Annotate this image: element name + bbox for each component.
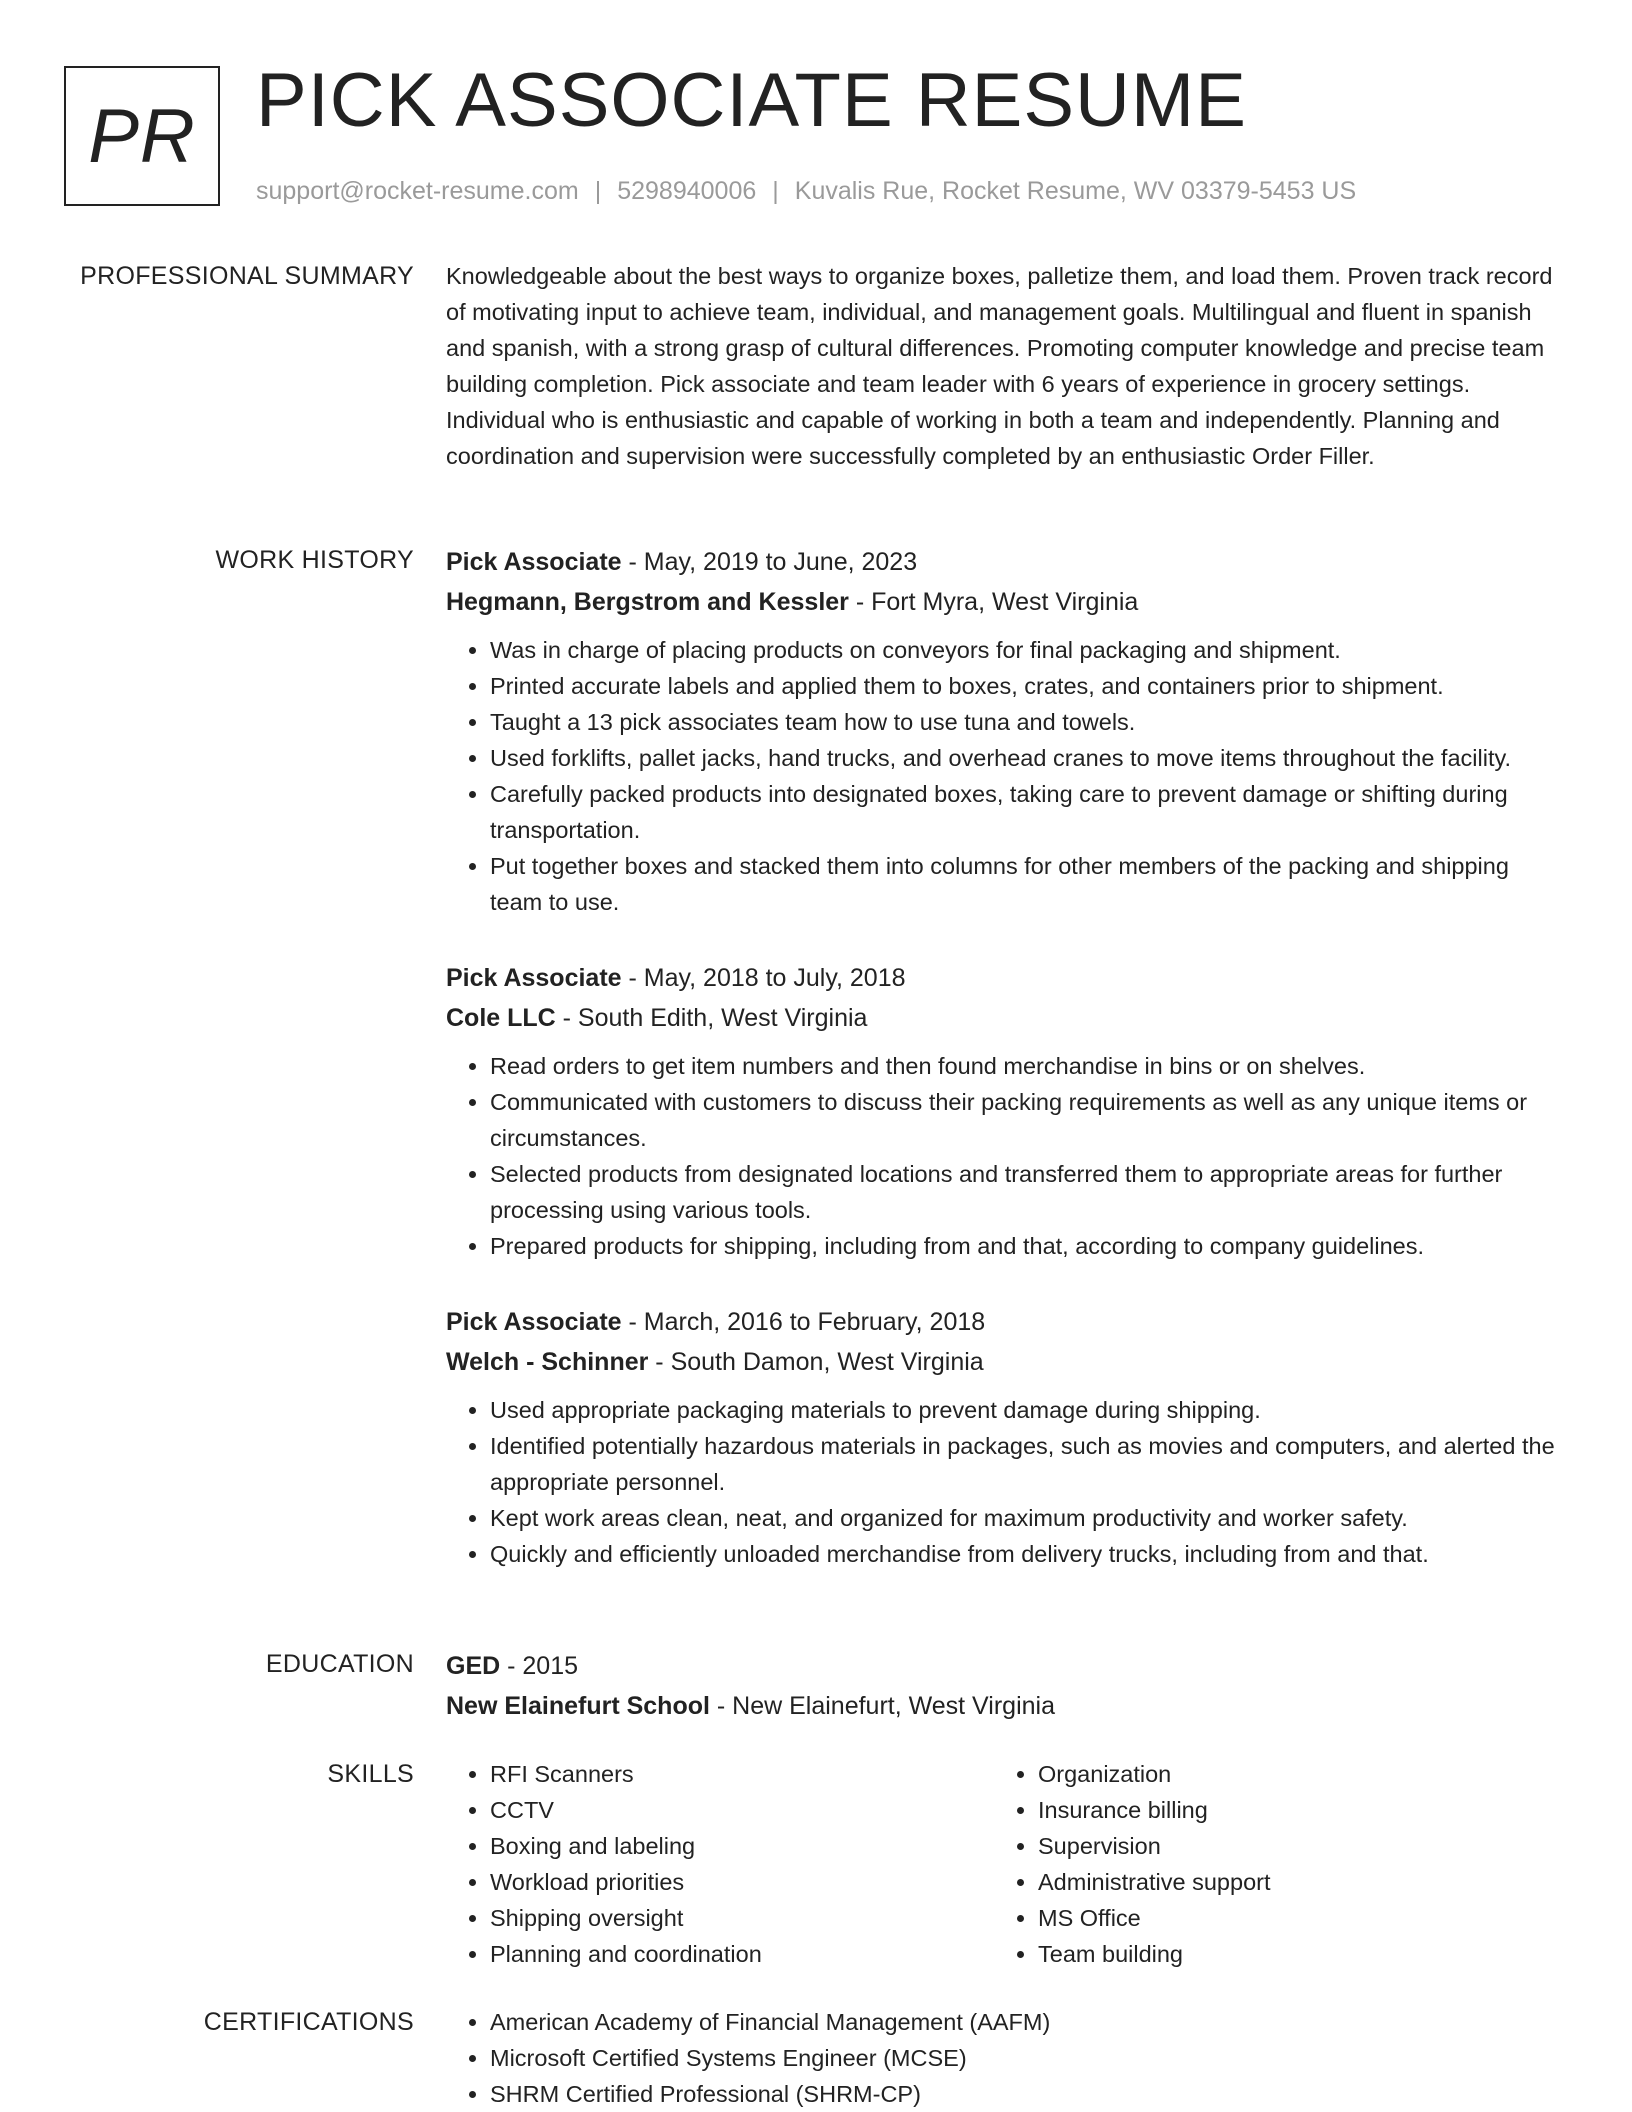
job-bullet: • Read orders to get item numbers and then found merchandise in bins or on shelves. bbox=[490, 1048, 1556, 1084]
job-bullet: • Prepared products for shipping, including from and that, according to company guidelines. bbox=[490, 1228, 1556, 1264]
page-title: PICK ASSOCIATE RESUME bbox=[256, 58, 1247, 143]
job-bullets bbox=[446, 632, 1556, 920]
section-label-education: EDUCATION bbox=[265, 1650, 414, 1678]
job-title: Pick Associate bbox=[446, 964, 622, 992]
section-label-skills: SKILLS bbox=[327, 1760, 414, 1788]
monogram-initials: PR bbox=[88, 93, 196, 179]
education-body bbox=[446, 1646, 1556, 1726]
certifications-body bbox=[446, 2004, 1556, 2112]
job-location: - South Edith, West Virginia bbox=[555, 1004, 868, 1032]
certification-item: • SHRM Certified Professional (SHRM-CP) bbox=[490, 2076, 1556, 2112]
section-label-summary: PROFESSIONAL SUMMARY bbox=[80, 262, 414, 290]
skill-item: • Supervision bbox=[1038, 1828, 1542, 1864]
job-bullets bbox=[446, 1048, 1556, 1264]
job-bullet: • Used appropriate packaging materials to prevent damage during shipping. bbox=[490, 1392, 1556, 1428]
job-bullet: • Used forklifts, pallet jacks, hand trucks, and overhead cranes to move items throughout the facility. bbox=[490, 740, 1556, 776]
skill-item: • Administrative support bbox=[1038, 1864, 1542, 1900]
work-history-body bbox=[446, 542, 1556, 1610]
summary-body bbox=[446, 258, 1556, 474]
skills-list-left bbox=[446, 1756, 994, 1972]
certifications-list bbox=[446, 2004, 1556, 2112]
skill-item: • Insurance billing bbox=[1038, 1792, 1542, 1828]
contact-line bbox=[256, 176, 1356, 206]
skills-list-right bbox=[994, 1756, 1542, 1972]
education-year: - 2015 bbox=[500, 1652, 579, 1680]
job-title-line bbox=[446, 542, 1556, 582]
job-bullet: • Kept work areas clean, neat, and organized for maximum productivity and worker safety. bbox=[490, 1500, 1556, 1536]
skill-item: • Shipping oversight bbox=[490, 1900, 994, 1936]
job-bullet: • Printed accurate labels and applied them to boxes, crates, and containers prior to shipment. bbox=[490, 668, 1556, 704]
skills-columns bbox=[446, 1756, 1556, 1972]
job-title: Pick Associate bbox=[446, 548, 622, 576]
job-company: Hegmann, Bergstrom and Kessler bbox=[446, 588, 849, 616]
job-bullets bbox=[446, 1392, 1556, 1572]
job-location: - South Damon, West Virginia bbox=[648, 1348, 984, 1376]
job-dates: - March, 2016 to February, 2018 bbox=[621, 1308, 986, 1336]
job-title-line bbox=[446, 1302, 1556, 1342]
job-entry bbox=[446, 542, 1556, 920]
job-bullet: • Put together boxes and stacked them into columns for other members of the packing and shipping team to use. bbox=[490, 848, 1556, 920]
job-company: Welch - Schinner bbox=[446, 1348, 649, 1376]
summary-text: Knowledgeable about the best ways to organize boxes, palletize them, and load them. Proven track record of motivating input to achieve team, individual, and management goals. Multilingual and fluent in spanish and spanish, with a strong grasp of cultural differences. Promoting computer knowledge and precise team building completion. Pick associate and team leader with 6 years of experience in grocery settings. Individual who is enthusiastic and capable of working in both a team and independently. Planning and coordination and supervision were successfully completed by an enthusiastic Order Filler. bbox=[446, 263, 1553, 469]
contact-email: support@rocket-resume.com bbox=[256, 177, 579, 205]
monogram-box bbox=[64, 66, 220, 206]
skill-item: • CCTV bbox=[490, 1792, 994, 1828]
education-school-line bbox=[446, 1686, 1556, 1726]
skills-body bbox=[446, 1756, 1556, 1972]
skill-item: • Boxing and labeling bbox=[490, 1828, 994, 1864]
job-bullet: • Quickly and efficiently unloaded merchandise from delivery trucks, including from and that. bbox=[490, 1536, 1556, 1572]
job-bullet: • Selected products from designated locations and transferred them to appropriate areas for further processing using various tools. bbox=[490, 1156, 1556, 1228]
job-entry bbox=[446, 1302, 1556, 1572]
section-label-work-history: WORK HISTORY bbox=[215, 546, 414, 574]
skill-item: • Planning and coordination bbox=[490, 1936, 994, 1972]
job-bullet: • Communicated with customers to discuss their packing requirements as well as any unique items or circumstances. bbox=[490, 1084, 1556, 1156]
job-dates: - May, 2019 to June, 2023 bbox=[621, 548, 918, 576]
job-company: Cole LLC bbox=[446, 1004, 556, 1032]
job-bullet: • Identified potentially hazardous materials in packages, such as movies and computers, and alerted the appropriate personnel. bbox=[490, 1428, 1556, 1500]
job-title-line bbox=[446, 958, 1556, 998]
job-dates: - May, 2018 to July, 2018 bbox=[621, 964, 906, 992]
certification-item: • American Academy of Financial Management (AAFM) bbox=[490, 2004, 1556, 2040]
section-label-certifications: CERTIFICATIONS bbox=[203, 2008, 414, 2036]
job-entry bbox=[446, 958, 1556, 1264]
job-bullet: • Was in charge of placing products on conveyors for final packaging and shipment. bbox=[490, 632, 1556, 668]
contact-address: Kuvalis Rue, Rocket Resume, WV 03379-5453 US bbox=[794, 177, 1357, 205]
contact-phone: 5298940006 bbox=[617, 177, 757, 205]
job-bullet: • Taught a 13 pick associates team how to use tuna and towels. bbox=[490, 704, 1556, 740]
contact-separator: | bbox=[772, 177, 779, 205]
job-company-line bbox=[446, 998, 1556, 1038]
skill-item: • RFI Scanners bbox=[490, 1756, 994, 1792]
job-bullet: • Carefully packed products into designated boxes, taking care to prevent damage or shifting during transportation. bbox=[490, 776, 1556, 848]
education-location: - New Elainefurt, West Virginia bbox=[709, 1692, 1055, 1720]
job-company-line bbox=[446, 1342, 1556, 1382]
skill-item: • Team building bbox=[1038, 1936, 1542, 1972]
education-school: New Elainefurt School bbox=[446, 1692, 710, 1720]
job-title: Pick Associate bbox=[446, 1308, 622, 1336]
contact-separator: | bbox=[594, 177, 602, 205]
job-location: - Fort Myra, West Virginia bbox=[848, 588, 1139, 616]
skill-item: • Workload priorities bbox=[490, 1864, 994, 1900]
education-degree: GED bbox=[446, 1652, 501, 1680]
certification-item: • Microsoft Certified Systems Engineer (MCSE) bbox=[490, 2040, 1556, 2076]
skill-item: • MS Office bbox=[1038, 1900, 1542, 1936]
skill-item: • Organization bbox=[1038, 1756, 1542, 1792]
job-company-line bbox=[446, 582, 1556, 622]
education-degree-line bbox=[446, 1646, 1556, 1686]
